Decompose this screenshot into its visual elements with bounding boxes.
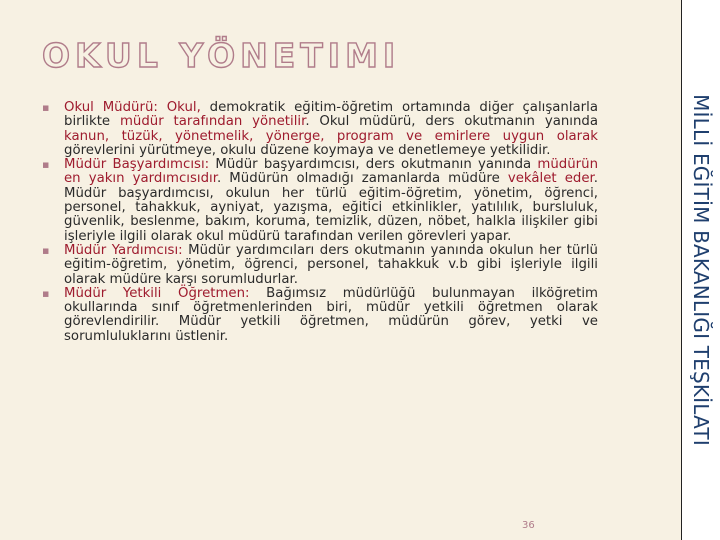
list-item-okul-muduru (42, 101, 598, 158)
bullet-icon: ▪ (42, 286, 50, 300)
bullet-icon: ▪ (42, 243, 50, 257)
item-heading: Okul Müdürü: Okul, (64, 100, 201, 115)
page-number: 36 (522, 520, 535, 531)
list-item-mudur-yetkili-ogretmen (42, 287, 598, 344)
side-banner (681, 0, 720, 540)
item-text: Bağımsız müdürlüğü bulunmayan ilköğretim okullarında sınıf öğretmenlerinden biri, müdür yetkili öğretmen olarak görevlendirilir. Müdür yetkili öğretmen, müdürün görev, yetki ve sorumluluklarını üstlenir. (64, 285, 598, 344)
item-highlight: müdür tarafından yönetilir (119, 114, 306, 130)
item-text: görevlerini yürütmeye, okulu düzene koymaya ve denetlemeye yetkilidir. (64, 142, 551, 158)
item-heading: Müdür Yetkili Öğretmen: (64, 285, 250, 301)
bullet-list (42, 101, 598, 344)
item-heading: Müdür Yardımcısı: (64, 242, 183, 258)
item-text: . Okul müdürü, ders okutmanın yanında (305, 114, 599, 130)
item-text: Müdür yardımcıları ders okutmanın yanında okulun her türlü eğitim-öğretim, yönetim, öğrenci, personel, tahakkuk v.b gibi işleriyle ilgili olarak müdüre karşı sorumludurlar. (64, 242, 598, 287)
list-item-mudur-yardimcisi (42, 244, 598, 287)
item-text: demokratik eğitim-öğretim ortamında diğer çalışanlarla birlikte (64, 100, 598, 130)
list-item-mudur-basyardimcisi (42, 158, 598, 244)
slide-title: OKUL YÖNETIMI (42, 36, 401, 75)
item-highlight: müdürün en yakın yardımcısıdır (64, 157, 598, 187)
item-highlight: vekâlet eder (507, 171, 594, 187)
item-highlight: kanun, tüzük, yönetmelik, yönerge, program ve emirlere uygun olarak (64, 128, 598, 144)
item-text: Müdür başyardımcısı, ders okutmanın yanında (209, 157, 538, 173)
bullet-icon: ▪ (42, 158, 50, 172)
side-banner-text: MİLLİ EĞİTİM BAKANLIĞI TEŞKİLATI (689, 94, 713, 446)
bullet-icon: ▪ (42, 101, 50, 114)
item-heading: Müdür Başyardımcısı: (64, 157, 210, 173)
item-text: . Müdür başyardımcısı, okulun her türlü eğitim-öğretim, yönetim, öğrenci, personel, tahakkuk, ayniyat, yazışma, eğitici etkinlikler, yatılılık, bursluluk, güvenlik, beslenme, bakım, koruma, temizlik, düzen, nöbet, halkla ilişkiler gibi işleriyle ilgili olarak okul müdürü tarafından verilen görevleri yapar. (64, 171, 599, 244)
item-text: . Müdürün olmadığı zamanlarda müdüre (216, 171, 508, 187)
